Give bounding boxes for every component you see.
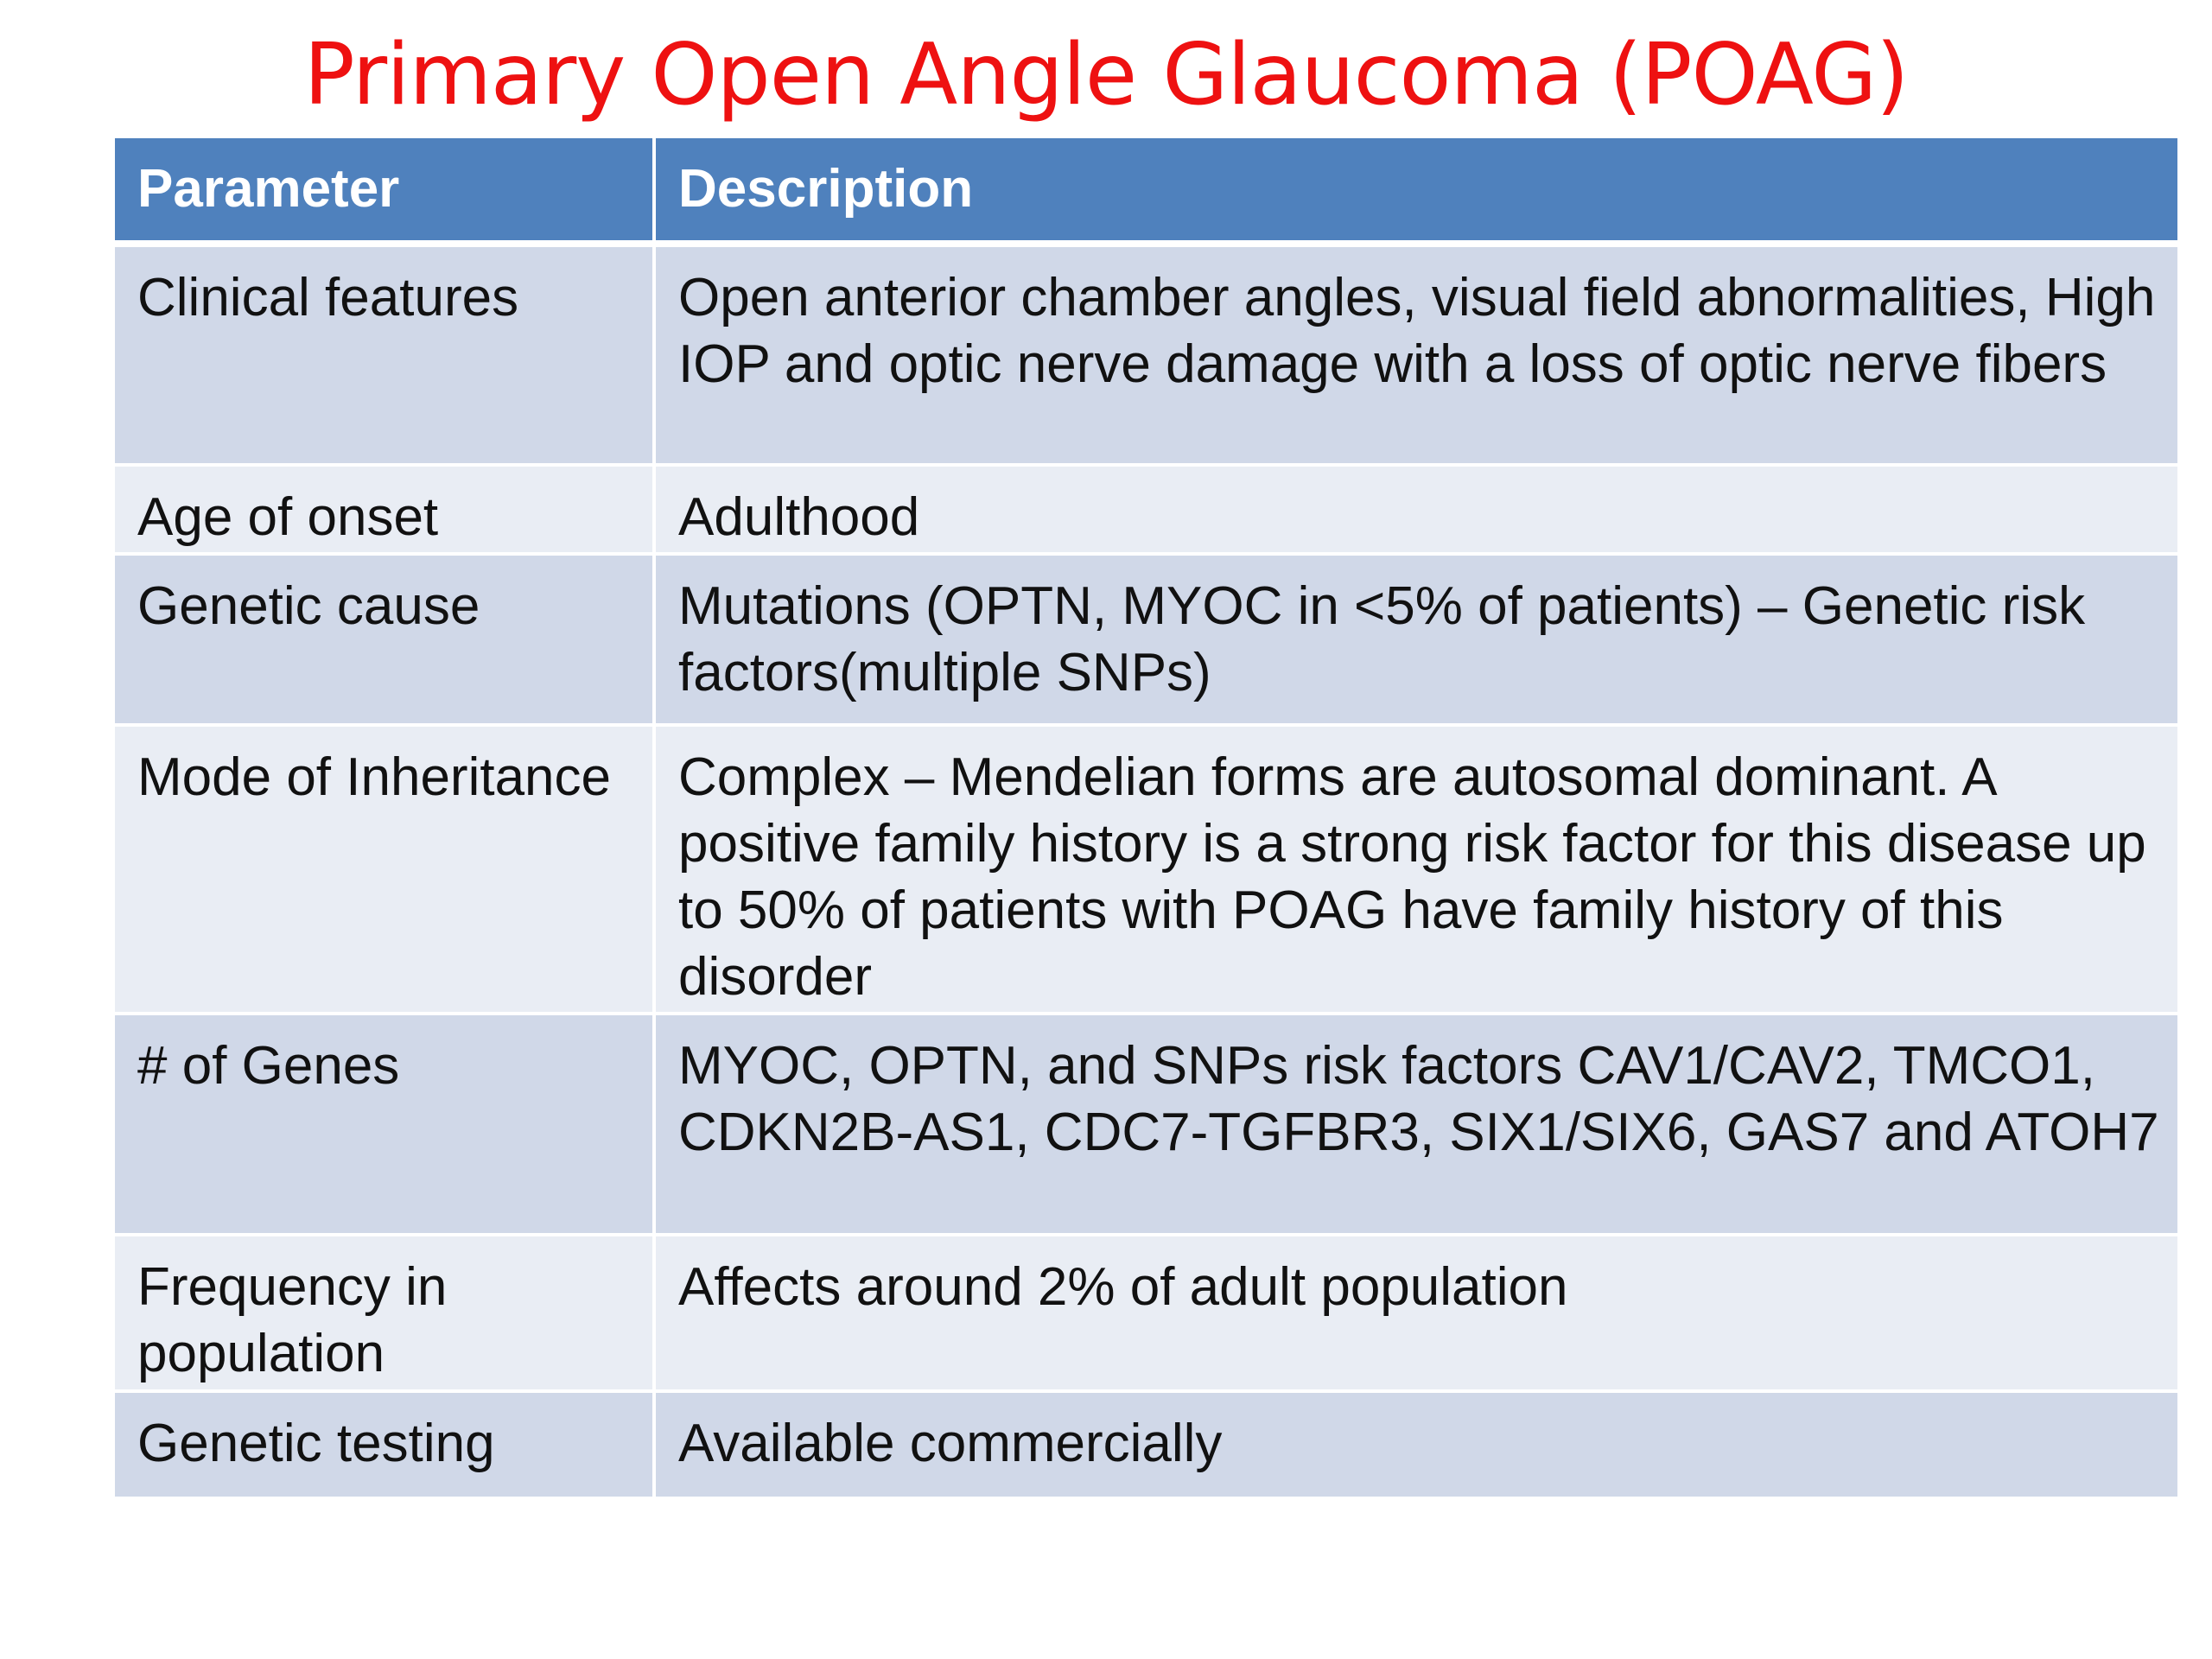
poag-table	[115, 135, 2177, 1500]
table-row	[115, 725, 2177, 1014]
row-parameter: Mode of Inheritance	[115, 725, 654, 1014]
row-description: Affects around 2% of adult population	[654, 1235, 2177, 1391]
row-description: MYOC, OPTN, and SNPs risk factors CAV1/CAV2, TMCO1, CDKN2B-AS1, CDC7-TGFBR3, SIX1/SIX6, GAS7 and ATOH7	[654, 1014, 2177, 1235]
row-parameter: # of Genes	[115, 1014, 654, 1235]
row-parameter: Genetic testing	[115, 1391, 654, 1498]
row-description: Mutations (OPTN, MYOC in <5% of patients) – Genetic risk factors(multiple SNPs)	[654, 554, 2177, 725]
row-description: Open anterior chamber angles, visual field abnormalities, High IOP and optic nerve damage with a loss of optic nerve fibers	[654, 244, 2177, 465]
header-parameter: Parameter	[115, 137, 654, 244]
row-parameter: Age of onset	[115, 465, 654, 554]
table-row	[115, 465, 2177, 554]
table-row	[115, 554, 2177, 725]
table-row	[115, 1014, 2177, 1235]
row-description: Available commercially	[654, 1391, 2177, 1498]
slide-title: Primary Open Angle Glaucoma (POAG)	[303, 26, 1909, 124]
row-parameter: Genetic cause	[115, 554, 654, 725]
table-row	[115, 1391, 2177, 1498]
row-description: Adulthood	[654, 465, 2177, 554]
table-row	[115, 1235, 2177, 1391]
table-header-row	[115, 137, 2177, 244]
header-description: Description	[654, 137, 2177, 244]
row-parameter: Clinical features	[115, 244, 654, 465]
row-description: Complex – Mendelian forms are autosomal dominant. A positive family history is a strong risk factor for this disease up to 50% of patients with POAG have family history of this disorder	[654, 725, 2177, 1014]
row-parameter: Frequency in population	[115, 1235, 654, 1391]
table-row	[115, 244, 2177, 465]
